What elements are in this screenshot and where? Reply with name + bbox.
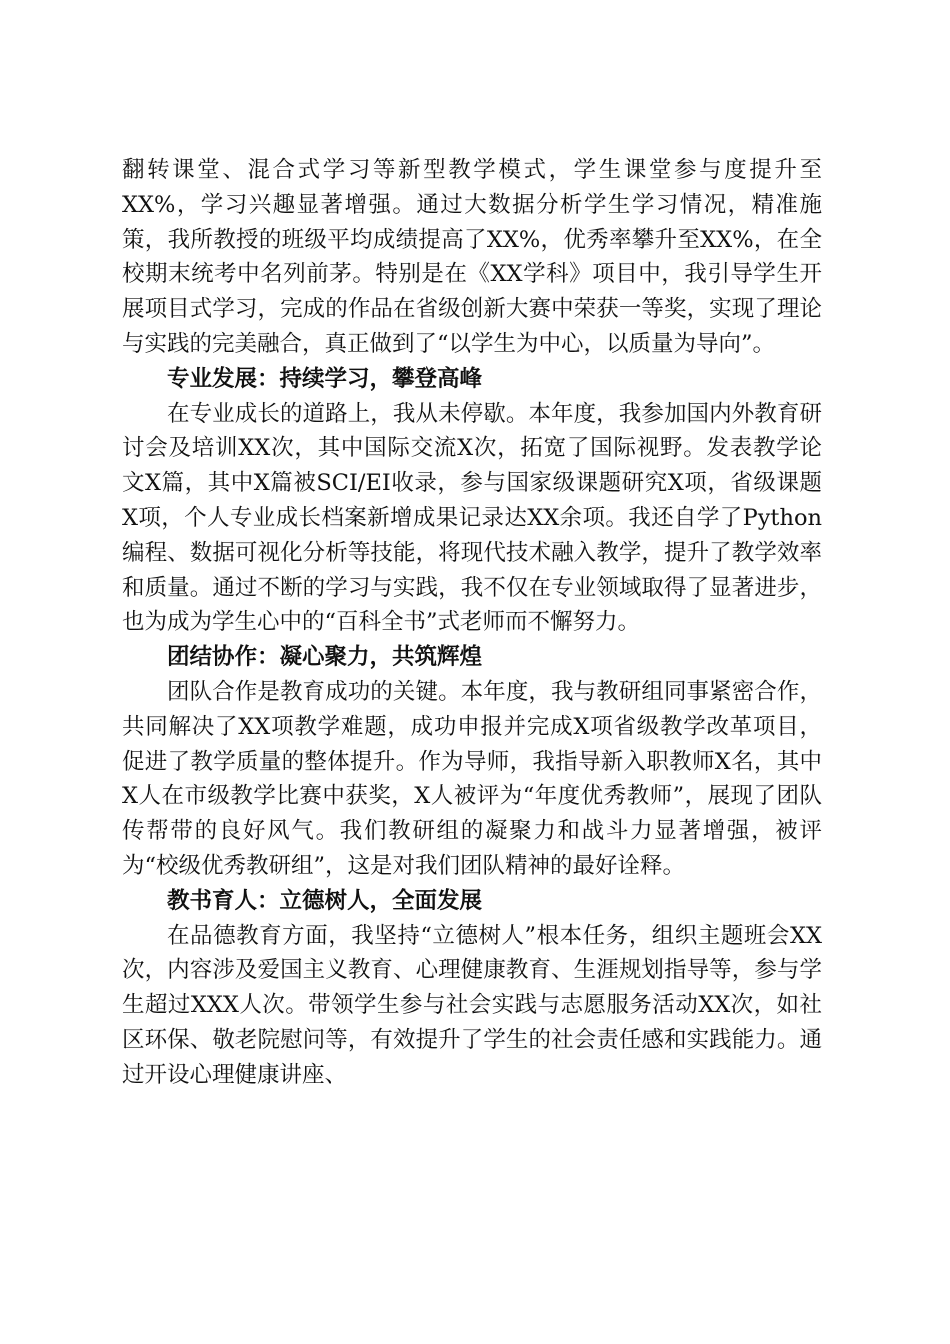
section-heading-professional-development: 专业发展：持续学习，攀登高峰 [167, 365, 483, 392]
section-heading-teamwork: 团结协作：凝心聚力，共筑辉煌 [167, 644, 483, 671]
section-heading-moral-education: 教书育人：立德树人，全面发展 [167, 887, 483, 914]
section-body-moral-education: 在品德教育方面，我坚持“立德树人”根本任务，组织主题班会XX次，内容涉及爱国主义教育、心理健康教育、生涯规划指导等，参与学生超过XXX人次。带领学生参与社会实践与志愿服务活动XX次，如社区环保、敬老院慰问等，有效提升了学生的社会责任感和实践能力。通过开设心理健康讲座、 [122, 922, 822, 1088]
document-body [122, 153, 822, 1093]
section-body-professional-development: 在专业成长的道路上，我从未停歇。本年度，我参加国内外教育研讨会及培训XX次，其中国际交流X次，拓宽了国际视野。发表教学论文X篇，其中X篇被SCI/EI收录，参与国家级课题研究X项，省级课题X项，个人专业成长档案新增成果记录达XX余项。我还自学了Python编程、数据可视化分析等技能，将现代技术融入教学，提升了教学效率和质量。通过不断的学习与实践，我不仅在专业领域取得了显著进步，也为成为学生心中的“百科全书”式老师而不懈努力。 [122, 400, 822, 636]
intro-paragraph: 翻转课堂、混合式学习等新型教学模式，学生课堂参与度提升至XX%，学习兴趣显著增强。通过大数据分析学生学习情况，精准施策，我所教授的班级平均成绩提高了XX%，优秀率攀升至XX%，在全校期末统考中名列前茅。特别是在《XX学科》项目中，我引导学生开展项目式学习，完成的作品在省级创新大赛中荣获一等奖，实现了理论与实践的完美融合，真正做到了“以学生为中心，以质量为导向”。 [122, 157, 822, 357]
section-body-teamwork: 团队合作是教育成功的关键。本年度，我与教研组同事紧密合作，共同解决了XX项教学难题，成功申报并完成X项省级教学改革项目，促进了教学质量的整体提升。作为导师，我指导新入职教师X名，其中X人在市级教学比赛中获奖，X人被评为“年度优秀教师”，展现了团队传帮带的良好风气。我们教研组的凝聚力和战斗力显著增强，被评为“校级优秀教研组”，这是对我们团队精神的最好诠释。 [122, 678, 822, 879]
